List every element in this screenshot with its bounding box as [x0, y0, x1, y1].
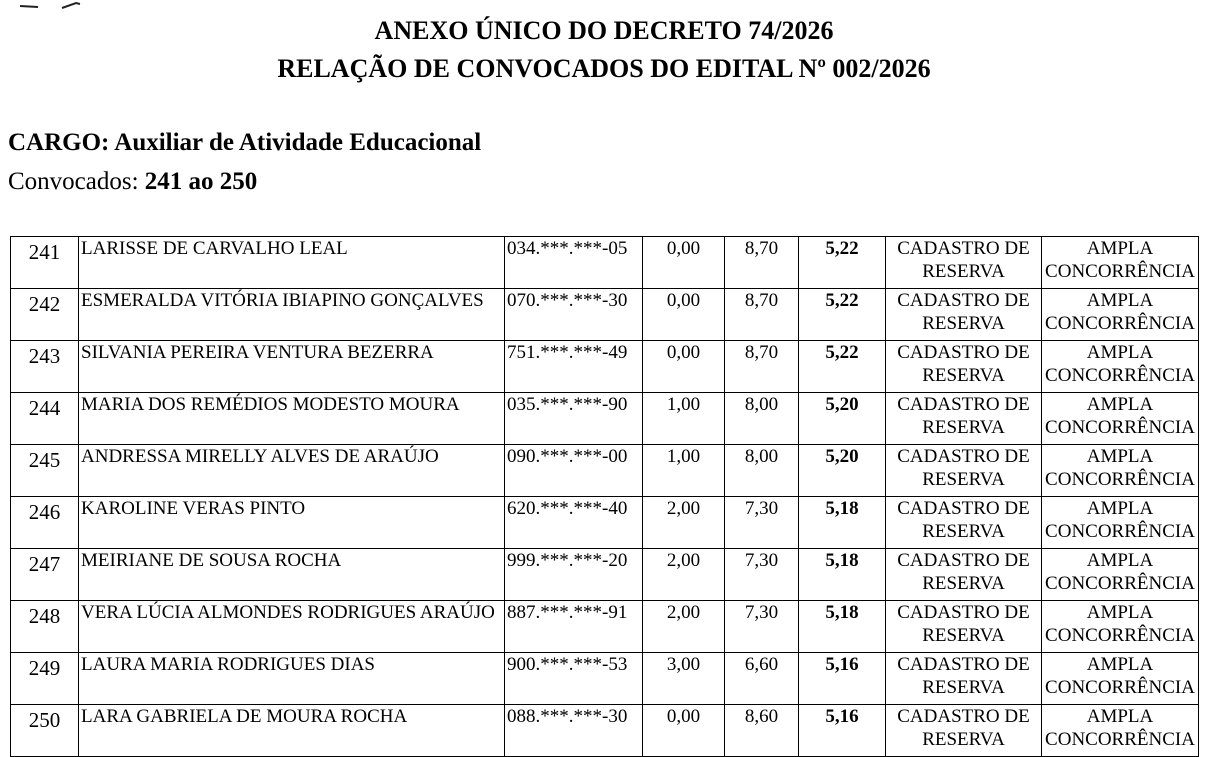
- final-score: 5,22: [799, 237, 886, 289]
- status-line-2: RESERVA: [922, 417, 1005, 438]
- final-score: 5,16: [799, 653, 886, 705]
- score-2: 7,30: [725, 549, 799, 601]
- status-line-1: CADASTRO DE: [897, 238, 1030, 259]
- modality-line-2: CONCORRÊNCIA: [1045, 261, 1195, 282]
- candidate-cpf: 999.***.***-20: [505, 549, 643, 601]
- score-2: 7,30: [725, 601, 799, 653]
- candidate-cpf: 620.***.***-40: [505, 497, 643, 549]
- status-cell: [886, 341, 1042, 393]
- final-score: 5,18: [799, 549, 886, 601]
- row-number: 244: [11, 393, 79, 445]
- convocados-label: Convocados:: [8, 168, 139, 195]
- table-row: [11, 497, 1199, 549]
- candidate-cpf: 035.***.***-90: [505, 393, 643, 445]
- row-number: 247: [11, 549, 79, 601]
- modality-cell: [1042, 393, 1199, 445]
- candidate-name: LARA GABRIELA DE MOURA ROCHA: [79, 705, 505, 757]
- table-row: [11, 653, 1199, 705]
- table-row: [11, 393, 1199, 445]
- status-cell: [886, 393, 1042, 445]
- modality-cell: [1042, 237, 1199, 289]
- row-number: 250: [11, 705, 79, 757]
- document-title: ANEXO ÚNICO DO DECRETO 74/2026: [374, 16, 834, 45]
- table-row: [11, 445, 1199, 497]
- table-row: [11, 549, 1199, 601]
- row-number: 249: [11, 653, 79, 705]
- status-line-2: RESERVA: [922, 677, 1005, 698]
- cargo-value: Auxiliar de Atividade Educacional: [114, 129, 482, 156]
- final-score: 5,18: [799, 601, 886, 653]
- modality-line-1: AMPLA: [1086, 498, 1154, 519]
- modality-line-1: AMPLA: [1086, 602, 1154, 623]
- candidate-name: ESMERALDA VITÓRIA IBIAPINO GONÇALVES: [79, 289, 505, 341]
- status-cell: [886, 289, 1042, 341]
- status-line-1: CADASTRO DE: [897, 394, 1030, 415]
- cargo-line: [8, 126, 481, 160]
- candidate-cpf: 900.***.***-53: [505, 653, 643, 705]
- row-number: 242: [11, 289, 79, 341]
- candidate-name: LAURA MARIA RODRIGUES DIAS: [79, 653, 505, 705]
- status-cell: [886, 601, 1042, 653]
- modality-line-1: AMPLA: [1086, 238, 1154, 259]
- score-1: 2,00: [643, 497, 725, 549]
- table-row: [11, 341, 1199, 393]
- score-2: 8,00: [725, 393, 799, 445]
- modality-line-2: CONCORRÊNCIA: [1045, 313, 1195, 334]
- modality-line-2: CONCORRÊNCIA: [1045, 573, 1195, 594]
- status-cell: [886, 705, 1042, 757]
- score-1: 0,00: [643, 705, 725, 757]
- row-number: 243: [11, 341, 79, 393]
- final-score: 5,20: [799, 393, 886, 445]
- table-row: [11, 237, 1199, 289]
- modality-line-2: CONCORRÊNCIA: [1045, 677, 1195, 698]
- final-score: 5,16: [799, 705, 886, 757]
- score-2: 7,30: [725, 497, 799, 549]
- candidate-cpf: 887.***.***-91: [505, 601, 643, 653]
- candidate-cpf: 088.***.***-30: [505, 705, 643, 757]
- modality-cell: [1042, 445, 1199, 497]
- modality-cell: [1042, 653, 1199, 705]
- status-cell: [886, 237, 1042, 289]
- status-line-2: RESERVA: [922, 261, 1005, 282]
- cargo-label: CARGO:: [8, 129, 110, 156]
- status-line-2: RESERVA: [922, 625, 1005, 646]
- modality-line-2: CONCORRÊNCIA: [1045, 729, 1195, 750]
- candidate-name: LARISSE DE CARVALHO LEAL: [79, 237, 505, 289]
- convocados-range: 241 ao 250: [144, 168, 258, 195]
- status-line-1: CADASTRO DE: [897, 446, 1030, 467]
- modality-line-1: AMPLA: [1086, 290, 1154, 311]
- status-cell: [886, 497, 1042, 549]
- row-number: 241: [11, 237, 79, 289]
- candidate-name: SILVANIA PEREIRA VENTURA BEZERRA: [79, 341, 505, 393]
- status-line-2: RESERVA: [922, 469, 1005, 490]
- document-subtitle: RELAÇÃO DE CONVOCADOS DO EDITAL Nº 002/2026: [277, 54, 931, 83]
- modality-cell: [1042, 601, 1199, 653]
- status-line-1: CADASTRO DE: [897, 498, 1030, 519]
- candidate-cpf: 751.***.***-49: [505, 341, 643, 393]
- status-cell: [886, 445, 1042, 497]
- table-row: [11, 601, 1199, 653]
- modality-line-1: AMPLA: [1086, 550, 1154, 571]
- table-body: [11, 237, 1199, 757]
- score-1: 1,00: [643, 445, 725, 497]
- row-number: 248: [11, 601, 79, 653]
- status-line-1: CADASTRO DE: [897, 342, 1030, 363]
- final-score: 5,22: [799, 341, 886, 393]
- table-row: [11, 705, 1199, 757]
- modality-line-2: CONCORRÊNCIA: [1045, 625, 1195, 646]
- row-number: 245: [11, 445, 79, 497]
- score-2: 8,70: [725, 237, 799, 289]
- modality-line-2: CONCORRÊNCIA: [1045, 417, 1195, 438]
- candidate-name: KAROLINE VERAS PINTO: [79, 497, 505, 549]
- score-2: 6,60: [725, 653, 799, 705]
- modality-cell: [1042, 289, 1199, 341]
- final-score: 5,18: [799, 497, 886, 549]
- status-line-2: RESERVA: [922, 729, 1005, 750]
- candidate-name: MEIRIANE DE SOUSA ROCHA: [79, 549, 505, 601]
- status-line-1: CADASTRO DE: [897, 550, 1030, 571]
- modality-cell: [1042, 705, 1199, 757]
- status-line-2: RESERVA: [922, 573, 1005, 594]
- status-cell: [886, 549, 1042, 601]
- modality-line-1: AMPLA: [1086, 654, 1154, 675]
- convocados-table: [10, 236, 1199, 757]
- status-line-1: CADASTRO DE: [897, 602, 1030, 623]
- status-line-2: RESERVA: [922, 365, 1005, 386]
- status-cell: [886, 653, 1042, 705]
- row-number: 246: [11, 497, 79, 549]
- modality-line-2: CONCORRÊNCIA: [1045, 521, 1195, 542]
- corner-mark: [18, 0, 88, 12]
- candidate-name: ANDRESSA MIRELLY ALVES DE ARAÚJO: [79, 445, 505, 497]
- modality-line-1: AMPLA: [1086, 394, 1154, 415]
- modality-line-2: CONCORRÊNCIA: [1045, 365, 1195, 386]
- modality-line-1: AMPLA: [1086, 446, 1154, 467]
- score-1: 2,00: [643, 601, 725, 653]
- modality-cell: [1042, 549, 1199, 601]
- modality-line-1: AMPLA: [1086, 706, 1154, 727]
- modality-line-1: AMPLA: [1086, 342, 1154, 363]
- score-1: 3,00: [643, 653, 725, 705]
- score-2: 8,00: [725, 445, 799, 497]
- candidate-cpf: 034.***.***-05: [505, 237, 643, 289]
- candidate-cpf: 090.***.***-00: [505, 445, 643, 497]
- status-line-2: RESERVA: [922, 313, 1005, 334]
- score-2: 8,70: [725, 289, 799, 341]
- candidate-name: MARIA DOS REMÉDIOS MODESTO MOURA: [79, 393, 505, 445]
- status-line-1: CADASTRO DE: [897, 706, 1030, 727]
- score-1: 0,00: [643, 237, 725, 289]
- modality-cell: [1042, 341, 1199, 393]
- table-row: [11, 289, 1199, 341]
- status-line-1: CADASTRO DE: [897, 654, 1030, 675]
- score-1: 1,00: [643, 393, 725, 445]
- score-1: 0,00: [643, 289, 725, 341]
- modality-line-2: CONCORRÊNCIA: [1045, 469, 1195, 490]
- modality-cell: [1042, 497, 1199, 549]
- final-score: 5,22: [799, 289, 886, 341]
- convocados-line: [8, 165, 257, 199]
- score-1: 2,00: [643, 549, 725, 601]
- candidate-name: VERA LÚCIA ALMONDES RODRIGUES ARAÚJO: [79, 601, 505, 653]
- status-line-1: CADASTRO DE: [897, 290, 1030, 311]
- status-line-2: RESERVA: [922, 521, 1005, 542]
- score-2: 8,60: [725, 705, 799, 757]
- final-score: 5,20: [799, 445, 886, 497]
- score-2: 8,70: [725, 341, 799, 393]
- candidate-cpf: 070.***.***-30: [505, 289, 643, 341]
- score-1: 0,00: [643, 341, 725, 393]
